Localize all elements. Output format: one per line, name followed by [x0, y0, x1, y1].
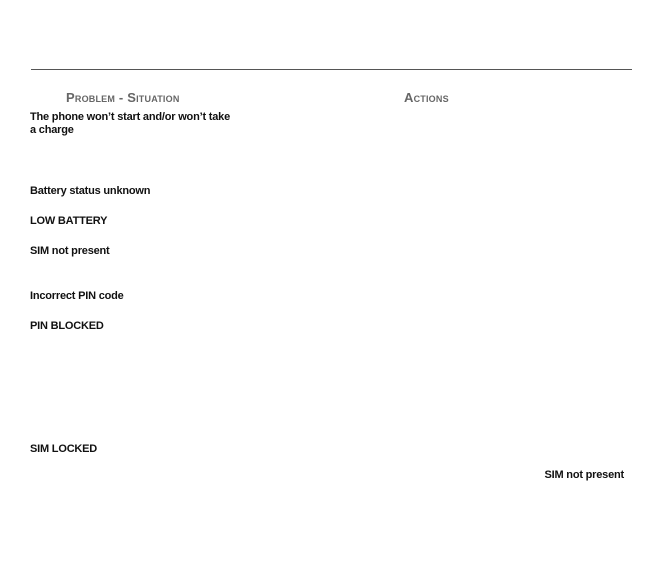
problem-row: The phone won’t start and/or won’t take a charge — [30, 111, 230, 136]
column-header-actions: Actions — [404, 90, 449, 105]
problem-row: Incorrect PIN code — [30, 290, 124, 302]
problem-row: PIN BLOCKED — [30, 320, 104, 332]
problem-row: SIM not present — [30, 245, 110, 257]
column-header-problem: Problem - Situation — [66, 90, 180, 105]
problem-row: SIM LOCKED — [30, 443, 98, 455]
page-footer-label: SIM not present — [544, 469, 624, 481]
problem-row: Battery status unknown — [30, 185, 151, 197]
problem-row: LOW BATTERY — [30, 215, 108, 227]
header-divider — [31, 69, 632, 70]
